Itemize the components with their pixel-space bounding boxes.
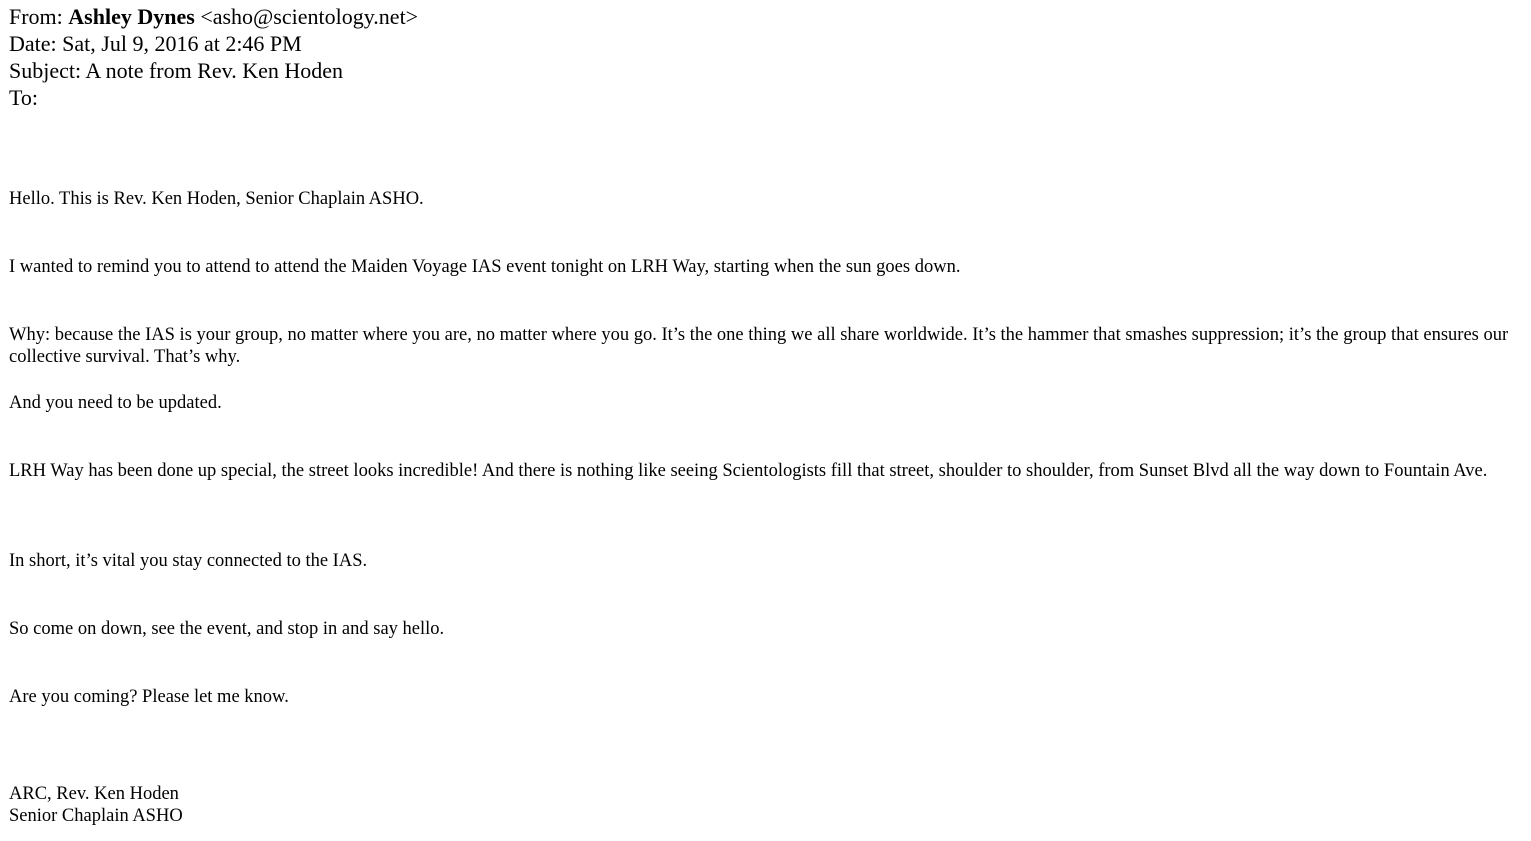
body-paragraph: Why: because the IAS is your group, no matter where you are, no matter where you go. It’s the one thing we all share worldwide. It’s the hammer that smashes suppression; it’s the group that ensures our collective survival. That’s why.: [9, 325, 1509, 367]
body-paragraph: In short, it’s vital you stay connected to the IAS.: [9, 551, 368, 571]
email-message: [9, 0, 1519, 111]
date-label: Date:: [9, 31, 57, 56]
to-label: To:: [9, 85, 39, 110]
to-line: [9, 84, 1519, 111]
from-label: From:: [9, 4, 63, 29]
date-line: [9, 30, 1519, 57]
signature-title: Senior Chaplain ASHO: [9, 806, 183, 826]
body-paragraph: So come on down, see the event, and stop in and say hello.: [9, 619, 445, 639]
subject-line: [9, 57, 1519, 84]
body-paragraph: Hello. This is Rev. Ken Hoden, Senior Chaplain ASHO.: [9, 189, 424, 209]
from-line: [9, 3, 1519, 30]
subject-value: A note from Rev. Ken Hoden: [85, 58, 344, 83]
date-value: Sat, Jul 9, 2016 at 2:46 PM: [62, 31, 302, 56]
body-paragraph: And you need to be updated.: [9, 393, 222, 413]
body-paragraph: Are you coming? Please let me know.: [9, 687, 289, 707]
email-header: [9, 3, 1519, 111]
body-paragraph: LRH Way has been done up special, the street looks incredible! And there is nothing like seeing Scientologists fill that street, shoulder to shoulder, from Sunset Blvd all the way down to Fountain Ave.: [9, 461, 1488, 481]
signature-closing: ARC, Rev. Ken Hoden: [9, 784, 179, 804]
subject-label: Subject:: [9, 58, 82, 83]
body-paragraph: I wanted to remind you to attend to attend the Maiden Voyage IAS event tonight on LRH Way, starting when the sun goes down.: [9, 257, 961, 277]
email-signature: [9, 783, 183, 827]
sender-email: <asho@scientology.net>: [200, 4, 419, 29]
sender-name: Ashley Dynes: [68, 4, 195, 29]
